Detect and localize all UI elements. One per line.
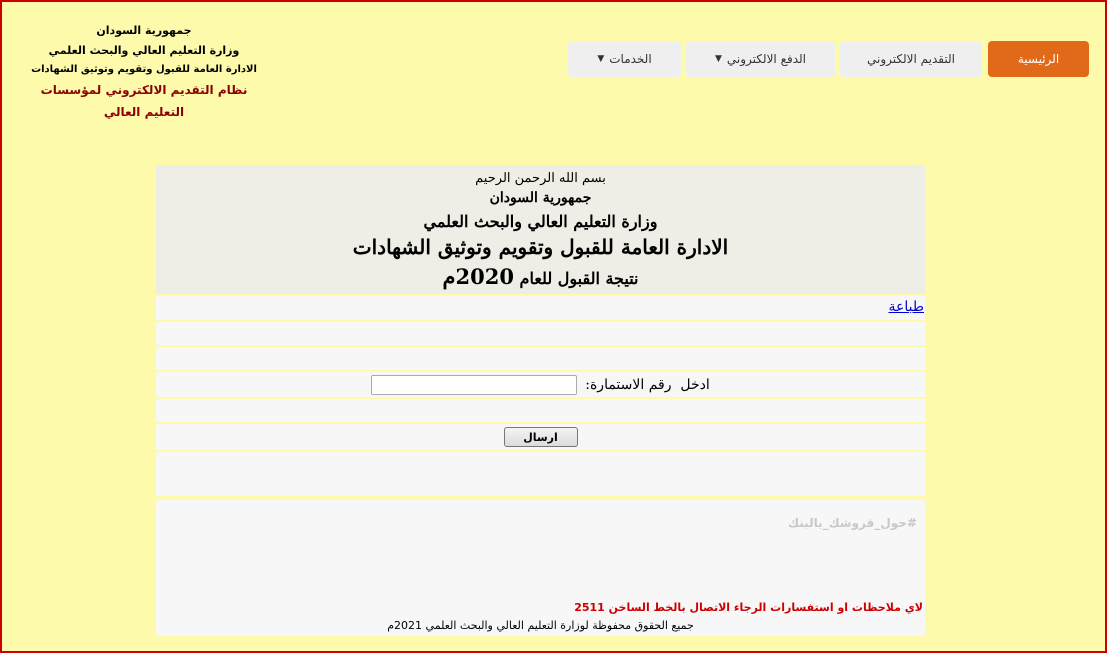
top-nav	[0, 41, 1107, 77]
panel-directorate: الادارة العامة للقبول وتقويم وتوثيق الشهادات	[352, 235, 729, 259]
copyright-text: جميع الحقوق محفوظة لوزارة التعليم العالي والبحث العلمي 2021م	[156, 616, 925, 636]
contact-note: لاي ملاحظات او استفسارات الرجاء الاتصال بالخط الساخن 2511	[574, 601, 923, 614]
print-link[interactable]: طباعة	[888, 299, 924, 315]
nav-home-label: الرئيسية	[1017, 52, 1060, 66]
form-number-row	[156, 370, 925, 397]
result-title-text: نتيجة القبول للعام	[519, 269, 639, 288]
panel-header	[156, 165, 925, 294]
spacer-row	[156, 345, 925, 370]
spacer-row	[156, 450, 925, 498]
panel-ministry: وزارة التعليم العالي والبحث العلمي	[423, 212, 658, 231]
submit-button[interactable]: ارسال	[504, 427, 578, 447]
hashtag-text: #حول_قروشك_بالبنك	[788, 516, 917, 530]
brand-country: جمهورية السودان	[96, 24, 192, 37]
submit-row	[156, 422, 925, 450]
info-row	[156, 498, 925, 616]
result-year: 2020م	[442, 264, 514, 289]
panel-republic: جمهورية السودان	[489, 190, 592, 206]
nav-payment-dropdown[interactable]	[686, 41, 835, 77]
spacer-row	[156, 397, 925, 422]
brand-system-name: نظام التقديم الالكتروني لمؤسسات التعليم العالي	[40, 83, 248, 119]
caret-down-icon: ▼	[597, 54, 605, 64]
nav-services-label: الخدمات	[609, 52, 652, 66]
form-number-input[interactable]	[371, 375, 577, 395]
nav-payment-label: الدفع الالكتروني	[726, 52, 806, 66]
brand-directorate: الادارة العامة للقبول وتقويم وتوثيق الشهادات	[31, 64, 257, 75]
nav-apply-label: التقديم الالكتروني	[867, 52, 955, 66]
brand-ministry: وزارة التعليم العالي والبحث العلمي	[48, 44, 240, 57]
nav-apply-button[interactable]	[840, 41, 982, 77]
caret-down-icon: ▼	[715, 54, 722, 64]
result-panel	[156, 165, 925, 636]
nav-services-dropdown[interactable]	[568, 41, 681, 77]
spacer-row	[156, 320, 925, 345]
result-title	[156, 261, 925, 295]
basmala: بسم الله الرحمن الرحيم	[475, 171, 606, 186]
print-row	[156, 294, 925, 320]
form-number-label: ادخل رقم الاستمارة:	[585, 376, 710, 393]
nav-home-button[interactable]	[988, 41, 1089, 77]
